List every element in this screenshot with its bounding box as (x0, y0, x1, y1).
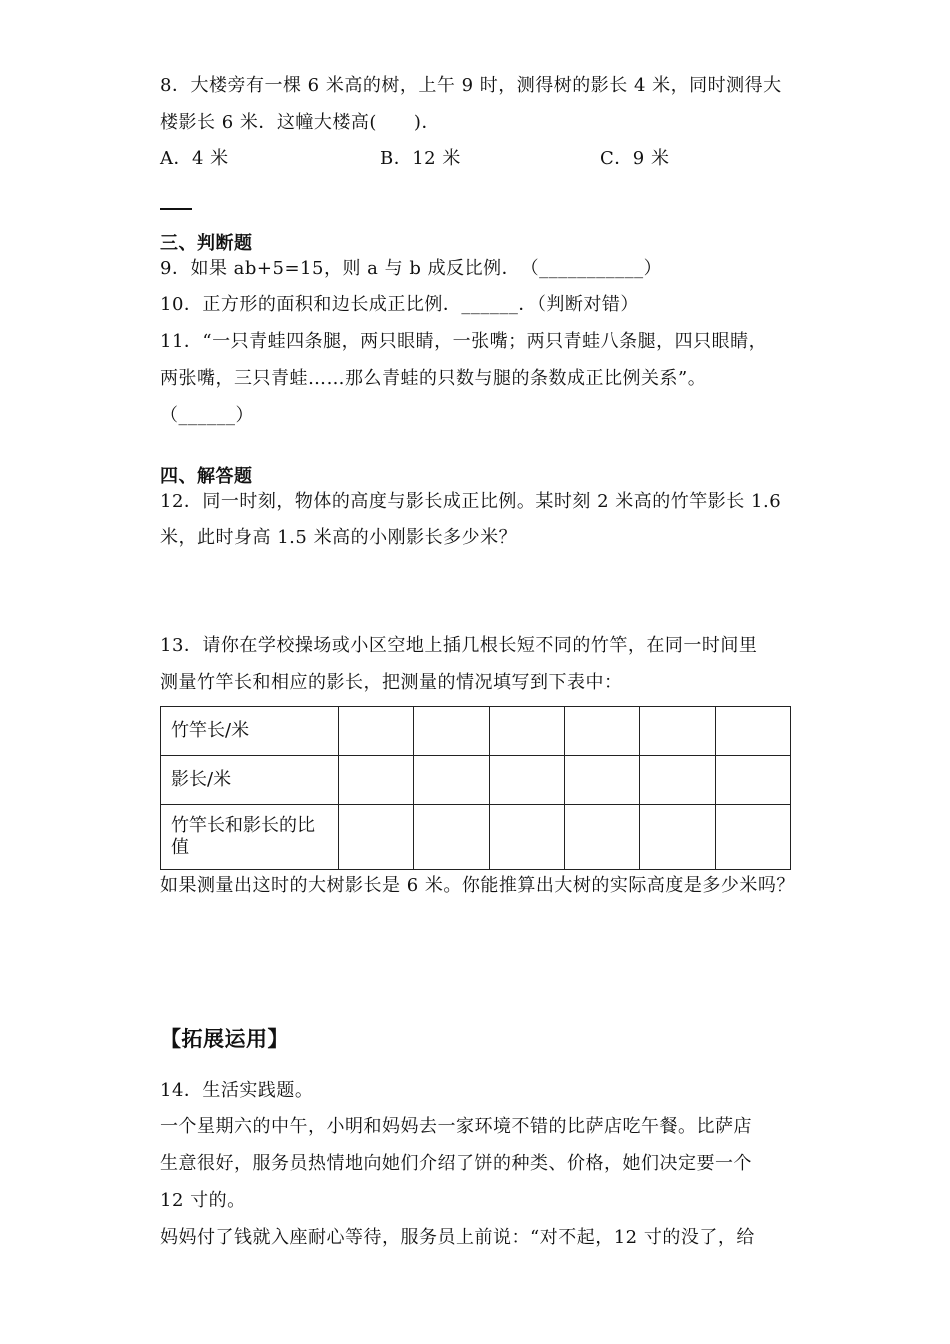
table-cell (715, 756, 790, 805)
q9-text: 9．如果 ab+5=15，则 a 与 b 成反比例． （___________） (160, 258, 663, 279)
table-row (161, 707, 791, 756)
table-cell (715, 707, 790, 756)
table-cell (640, 707, 715, 756)
table-row-label: 竹竿长和影长的比值 (161, 805, 339, 870)
q14-title: 14．生活实践题。 (160, 1080, 314, 1101)
table-cell (339, 707, 414, 756)
table-cell (414, 805, 489, 870)
table-cell (414, 756, 489, 805)
q14-para1-line3: 12 寸的。 (160, 1190, 246, 1211)
q14-para2-line1: 妈妈付了钱就入座耐心等待，服务员上前说：“对不起，12 寸的没了，给 (160, 1227, 755, 1248)
q12-text-line1: 12．同一时刻，物体的高度与影长成正比例。某时刻 2 米高的竹竿影长 1.6 (160, 491, 782, 512)
table-row (161, 805, 791, 870)
extension-title: 【拓展运用】 (160, 1027, 289, 1051)
table-row-label: 竹竿长/米 (161, 707, 339, 756)
q14-para1-line2: 生意很好，服务员热情地向她们介绍了饼的种类、价格，她们决定要一个 (160, 1153, 752, 1174)
q8-text-line1: 8．大楼旁有一棵 6 米高的树，上午 9 时，测得树的影长 4 米，同时测得大 (160, 75, 782, 96)
q10-text: 10．正方形的面积和边长成正比例．______．（判断对错） (160, 294, 639, 315)
q13-followup: 如果测量出这时的大树影长是 6 米。你能推算出大树的实际高度是多少米吗？ (160, 875, 795, 896)
q11-text-line1: 11．“一只青蛙四条腿，两只眼睛，一张嘴；两只青蛙八条腿，四只眼睛， (160, 331, 768, 352)
table-cell (564, 707, 639, 756)
table-row-label: 影长/米 (161, 756, 339, 805)
q13-text-line2: 测量竹竿长和相应的影长，把测量的情况填写到下表中： (160, 672, 623, 693)
q13-text-line1: 13．请你在学校操场或小区空地上插几根长短不同的竹竿，在同一时间里 (160, 635, 758, 656)
table-cell (414, 707, 489, 756)
q11-answer-blank: （______） (160, 405, 254, 426)
separator-rule (160, 208, 192, 210)
measurement-table (160, 706, 791, 870)
q8-text-line2: 楼影长 6 米．这幢大楼高( )． (160, 112, 440, 133)
table-cell (339, 756, 414, 805)
section3-title: 三、判断题 (160, 233, 253, 254)
table-cell (489, 707, 564, 756)
q8-option-c: C．9 米 (600, 148, 670, 169)
q8-option-a: A．4 米 (160, 148, 229, 169)
table-cell (564, 805, 639, 870)
table-cell (640, 756, 715, 805)
table-row (161, 756, 791, 805)
table-cell (489, 756, 564, 805)
table-cell (339, 805, 414, 870)
table-cell (489, 805, 564, 870)
table-cell (715, 805, 790, 870)
q12-text-line2: 米，此时身高 1.5 米高的小刚影长多少米？ (160, 527, 518, 548)
q11-text-line2: 两张嘴，三只青蛙……那么青蛙的只数与腿的条数成正比例关系”。 (160, 368, 707, 389)
q14-para1-line1: 一个星期六的中午，小明和妈妈去一家环境不错的比萨店吃午餐。比萨店 (160, 1116, 752, 1137)
table-cell (564, 756, 639, 805)
section4-title: 四、解答题 (160, 466, 253, 487)
q8-option-b: B．12 米 (380, 148, 461, 169)
table-cell (640, 805, 715, 870)
